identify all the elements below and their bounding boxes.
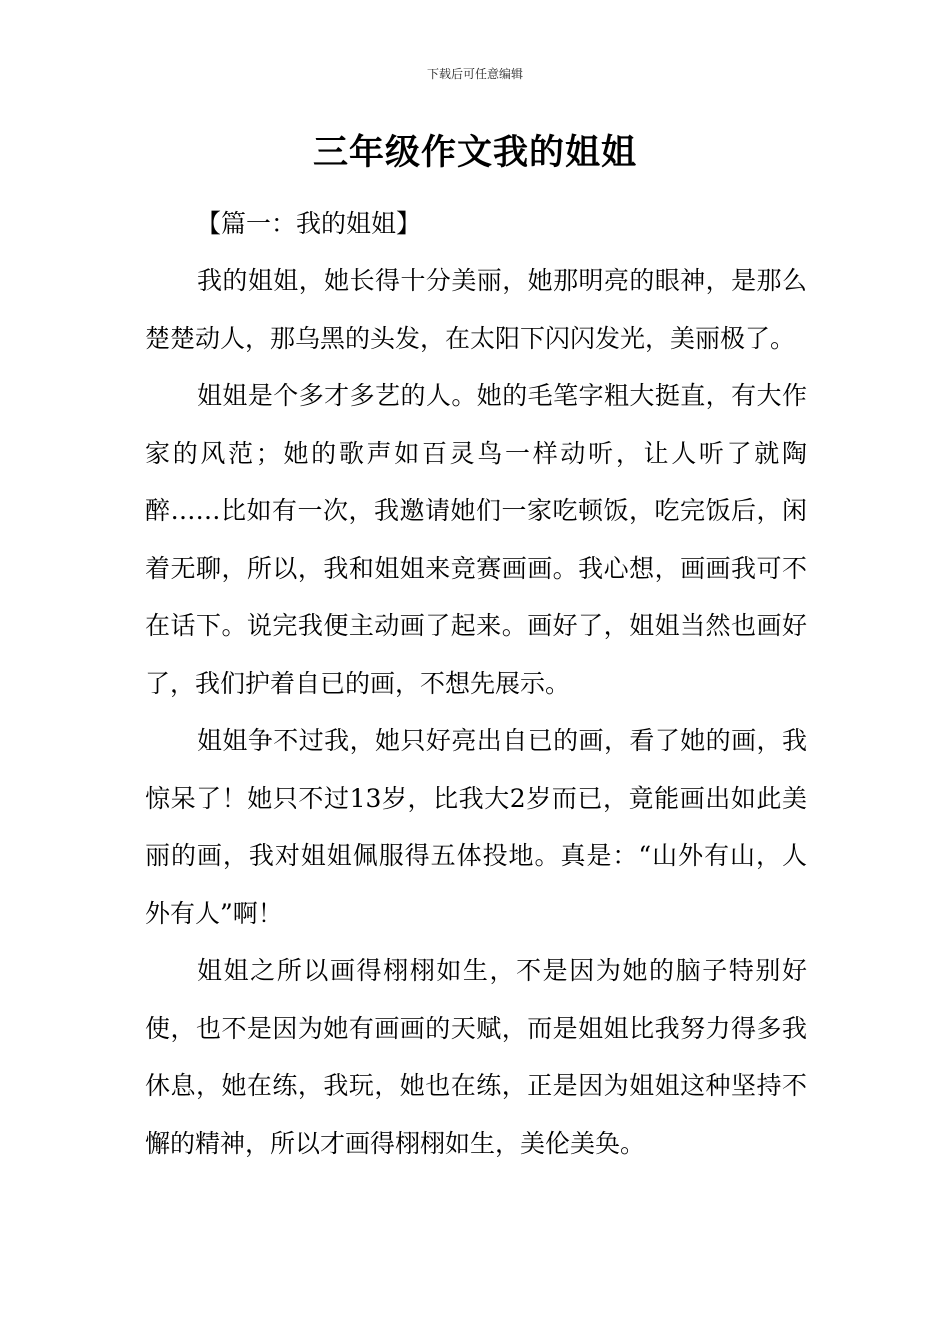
paragraph-4: 姐姐之所以画得栩栩如生，不是因为她的脑子特别好使，也不是因为她有画画的天赋，而是姐姐比我努力得多我休息，她在练，我玩，她也在练，正是因为姐姐这种坚持不懈的精神，所以才画得栩栩如生，美伦美奂。 [145, 956, 807, 1158]
document-body [145, 252, 807, 1172]
paragraph-1: 我的姐姐，她长得十分美丽，她那明亮的眼神，是那么楚楚动人，那乌黑的头发，在太阳下闪闪发光，美丽极了。 [145, 266, 807, 353]
page-header-note: 下载后可任意编辑 [426, 67, 523, 81]
document-title: 三年级作文我的姐姐 [312, 133, 637, 173]
paragraph-3: 姐姐争不过我，她只好亮出自已的画，看了她的画，我惊呆了！她只不过13岁，比我大2岁而已，竟能画出如此美丽的画，我对姐姐佩服得五体投地。真是：“山外有山，人外有人”啊！ [145, 726, 807, 928]
section-heading: 【篇一：我的姐姐】 [196, 209, 422, 238]
paragraph-2: 姐姐是个多才多艺的人。她的毛笔字粗大挺直，有大作家的风范；她的歌声如百灵鸟一样动听，让人听了就陶醉……比如有一次，我邀请她们一家吃顿饭，吃完饭后，闲着无聊，所以，我和姐姐来竞赛画画。我心想，画画我可不在话下。说完我便主动画了起来。画好了，姐姐当然也画好了，我们护着自已的画，不想先展示。 [145, 381, 807, 698]
